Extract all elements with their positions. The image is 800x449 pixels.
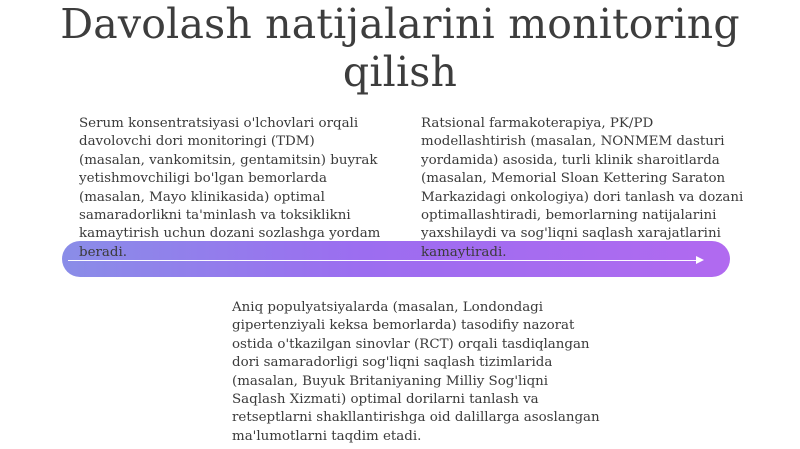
timeline-item-text: Ratsional farmakoterapiya, PK/PD modellashtirish (masalan, NONMEM dasturi yordamida) asosida, turli klinik sharoitlarda (masalan, Memorial Sloan Kettering Saraton Markazidagi onkologiya) dori tanlash va dozani optimallashtiradi, bemorlarning natijalarini yaxshilaydi va sog'liqni saqlash xarajatlarini kamaytiradi. [421,116,744,258]
slide-title: Davolash natijalarini monitoring qilish [60,0,740,96]
timeline-item-text: Serum konsentratsiyasi o'lchovlari orqali davolovchi dori monitoringi (TDM) (masalan, vankomitsin, gentamitsin) buyrak yetishmovchiligi bo'lgan bemorlarda (masalan, Mayo klinikasida) optimal samaradorlikni ta'minlash va toksiklikni kamaytirish uchun dozani sozlashga yordam beradi. [79,116,381,258]
timeline-item-text: Aniq populyatsiyalarda (masalan, Londondagi gipertenziyali keksa bemorlarda) tasodifiy nazorat ostida o'tkazilgan sinovlar (RCT) orqali tasdiqlangan dori samaradorligi sog'liqni saqlash tizimlarida (masalan, Buyuk Britaniyaning Milliy Sog'liqni Saqlash Xizmati) optimal dorilarni tanlash va retseptlarni shakllantirishga oid dalillarga asoslangan ma'lumotlarni taqdim etadi. [232,300,600,444]
timeline-arrow-line [68,260,698,261]
